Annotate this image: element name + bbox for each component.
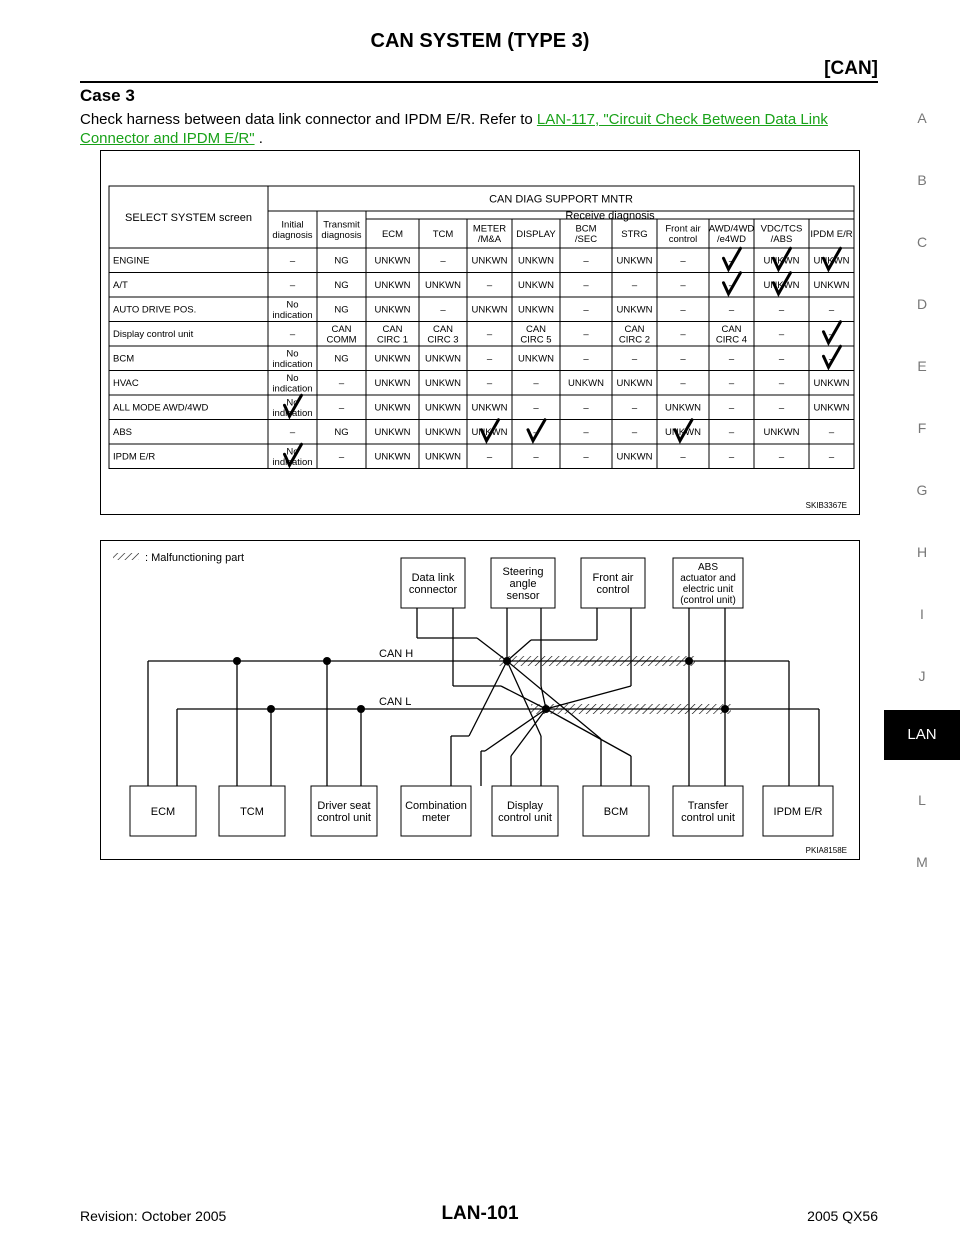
receive-col-header: BCM — [575, 223, 597, 235]
section-index-g[interactable]: G — [916, 482, 928, 498]
row-system-name: HVAC — [113, 378, 139, 390]
row-receive-cell: – — [680, 280, 686, 292]
receive-col-header: ECM — [381, 228, 404, 240]
row-receive-cell: CAN — [624, 323, 645, 335]
footer-revision: Revision: October 2005 — [80, 1208, 227, 1224]
row-initial-diag: – — [289, 427, 296, 439]
splice-dot — [542, 705, 550, 713]
row-receive-cell: UNKWN — [425, 280, 461, 292]
row-receive-cell: UNKWN — [813, 378, 850, 390]
row-receive-cell: – — [778, 329, 785, 341]
row-receive-cell: – — [680, 329, 686, 341]
row-initial-diag: No — [286, 299, 299, 311]
row-receive-cell: – — [486, 451, 493, 463]
row-transmit-diag: NG — [334, 304, 349, 316]
row-receive-cell: UNKWN — [616, 451, 653, 463]
malfunction-legend: : Malfunctioning part — [145, 551, 245, 564]
row-receive-cell: UNKWN — [518, 280, 554, 292]
receive-col-header: control — [668, 234, 698, 246]
section-tab-active[interactable]: LAN — [884, 710, 960, 760]
row-receive-cell: UNKWN — [374, 378, 411, 390]
row-receive-cell: UNKWN — [616, 255, 653, 267]
row-initial-diag: – — [289, 280, 296, 292]
row-initial-diag: – — [289, 329, 296, 341]
row-receive-cell: – — [778, 353, 785, 365]
top-unit-label: Steering — [502, 565, 544, 578]
top-unit-label: sensor — [506, 589, 540, 602]
top-unit-label: (control unit) — [680, 595, 736, 606]
row-receive-cell: – — [778, 304, 785, 316]
row-receive-cell: UNKWN — [374, 304, 411, 316]
row-receive-cell: – — [486, 329, 493, 341]
row-initial-diag: indication — [272, 456, 313, 468]
bottom-unit-label: meter — [421, 811, 451, 824]
row-transmit-diag: NG — [334, 280, 349, 292]
top-unit-label: angle — [509, 577, 537, 590]
row-system-name: ENGINE — [113, 255, 150, 267]
row-receive-cell: – — [828, 304, 835, 316]
row-receive-cell: – — [728, 304, 735, 316]
receive-col-header: IPDM E/R — [810, 228, 853, 240]
row-receive-cell: – — [728, 451, 735, 463]
can-l-label: CAN L — [379, 695, 412, 708]
section-index-m[interactable]: M — [916, 854, 928, 870]
section-index-h[interactable]: H — [916, 544, 928, 560]
row-receive-cell: UNKWN — [813, 280, 850, 292]
row-receive-cell: CIRC 3 — [427, 334, 459, 346]
row-receive-cell: – — [631, 280, 638, 292]
row-receive-cell: CIRC 1 — [376, 334, 409, 346]
intro-suffix: . — [254, 130, 263, 147]
top-unit-label: connector — [408, 583, 458, 596]
row-system-name: A/T — [113, 280, 128, 292]
can-wire — [469, 661, 507, 736]
section-index-f[interactable]: F — [917, 420, 927, 436]
row-receive-cell: – — [583, 329, 589, 341]
top-unit-label: ABS — [697, 562, 719, 573]
row-receive-cell: CIRC 5 — [520, 334, 552, 346]
receive-col-header: AWD/4WD — [708, 223, 755, 235]
can-wire — [485, 709, 546, 751]
row-receive-cell: – — [828, 427, 835, 439]
section-index-d[interactable]: D — [916, 296, 928, 312]
row-receive-cell: – — [680, 255, 686, 267]
row-receive-cell: UNKWN — [568, 378, 604, 390]
row-receive-cell: – — [583, 280, 589, 292]
row-receive-cell: – — [728, 427, 735, 439]
row-receive-cell: UNKWN — [374, 427, 411, 439]
row-initial-diag: No — [286, 348, 299, 360]
row-receive-cell: UNKWN — [425, 427, 461, 439]
bottom-unit-label: Display — [506, 799, 544, 812]
row-system-name: IPDM E/R — [113, 451, 156, 463]
malfunction-legend-swatch — [113, 553, 139, 560]
row-receive-cell: CIRC 4 — [715, 334, 748, 346]
row-system-name: BCM — [113, 353, 135, 365]
row-receive-cell: UNKWN — [518, 304, 554, 316]
receive-col-header: /e4WD — [716, 234, 747, 246]
receive-col-header: /ABS — [770, 234, 793, 246]
bottom-unit-label: IPDM E/R — [773, 805, 823, 818]
receive-col-header: /M&A — [477, 234, 502, 246]
row-receive-cell: UNKWN — [425, 353, 461, 365]
section-index-i[interactable]: I — [920, 606, 924, 622]
row-transmit-diag: CAN — [331, 323, 352, 335]
row-initial-diag: indication — [272, 383, 313, 395]
row-system-name: Display control unit — [113, 329, 194, 341]
section-index-a[interactable]: A — [917, 110, 927, 126]
row-receive-cell: – — [728, 353, 735, 365]
row-receive-cell: – — [828, 353, 835, 365]
section-index-j[interactable]: J — [918, 668, 926, 684]
row-receive-cell: UNKWN — [616, 378, 653, 390]
row-initial-diag: No — [286, 446, 299, 458]
section-index-e[interactable]: E — [917, 358, 927, 374]
intro-text: Check harness between data link connector and IPDM E/R. Refer to — [80, 111, 537, 128]
row-receive-cell: – — [533, 402, 539, 414]
splice-dot — [357, 705, 365, 713]
row-receive-cell: – — [680, 451, 686, 463]
initial-diag-header: Initial — [281, 219, 304, 231]
row-receive-cell: – — [728, 255, 735, 267]
row-receive-cell: UNKWN — [813, 255, 850, 267]
bottom-unit-label: control unit — [681, 811, 735, 824]
row-receive-cell: UNKWN — [374, 255, 411, 267]
row-receive-cell: – — [728, 280, 735, 292]
row-initial-diag: No — [286, 372, 299, 384]
row-receive-cell: – — [533, 378, 539, 390]
row-system-name: ABS — [113, 427, 133, 439]
section-index-b[interactable]: B — [917, 172, 927, 188]
intro-paragraph — [80, 110, 880, 148]
row-receive-cell: CAN — [432, 323, 454, 335]
row-receive-cell: – — [778, 402, 785, 414]
bottom-unit-label: Driver seat — [317, 799, 371, 812]
row-receive-cell: – — [680, 304, 686, 316]
initial-diag-header: diagnosis — [272, 230, 313, 242]
row-receive-cell: UNKWN — [763, 280, 800, 292]
can-diag-table — [101, 151, 859, 514]
row-transmit-diag: NG — [334, 353, 349, 365]
row-receive-cell: – — [583, 451, 589, 463]
row-receive-cell: UNKWN — [471, 427, 508, 439]
row-initial-diag: indication — [272, 309, 313, 321]
row-system-name: ALL MODE AWD/4WD — [113, 402, 209, 414]
row-initial-diag: – — [289, 255, 296, 267]
receive-diag-header: Receive diagnosis — [565, 209, 655, 222]
receive-col-header: TCM — [432, 228, 454, 240]
row-receive-cell: UNKWN — [616, 304, 653, 316]
row-receive-cell: – — [440, 304, 446, 316]
row-receive-cell: UNKWN — [518, 353, 554, 365]
row-receive-cell: – — [728, 402, 735, 414]
can-wiring-figure — [100, 540, 860, 860]
row-receive-cell: – — [486, 280, 493, 292]
row-receive-cell: – — [631, 427, 638, 439]
row-receive-cell: UNKWN — [665, 427, 701, 439]
bottom-unit-label: ECM — [150, 805, 176, 818]
row-receive-cell: UNKWN — [374, 451, 411, 463]
row-receive-cell: UNKWN — [763, 255, 800, 267]
can-wiring-diagram — [101, 541, 859, 859]
splice-dot — [267, 705, 275, 713]
receive-col-header: /SEC — [574, 234, 598, 246]
row-receive-cell: – — [486, 353, 493, 365]
row-receive-cell: CAN — [382, 323, 403, 335]
bottom-unit-label: control unit — [317, 811, 371, 824]
transmit-diag-header: diagnosis — [321, 230, 362, 242]
footer-model: 2005 QX56 — [807, 1208, 878, 1224]
row-system-name: AUTO DRIVE POS. — [113, 304, 197, 316]
select-system-header: SELECT SYSTEM screen — [125, 211, 252, 224]
splice-dot — [233, 657, 241, 665]
row-receive-cell: – — [583, 353, 589, 365]
bottom-unit-label: Combination — [405, 799, 467, 812]
row-receive-cell: – — [631, 402, 638, 414]
can-wire — [477, 638, 507, 661]
row-receive-cell: – — [828, 329, 835, 341]
row-receive-cell: – — [533, 451, 539, 463]
row-initial-diag: No — [286, 397, 299, 409]
row-initial-diag: indication — [272, 358, 313, 370]
section-index-l[interactable]: L — [918, 792, 926, 808]
section-index-c[interactable]: C — [916, 234, 928, 250]
row-receive-cell: UNKWN — [374, 402, 411, 414]
row-receive-cell: – — [778, 378, 785, 390]
row-transmit-diag: – — [338, 451, 345, 463]
row-receive-cell: – — [533, 427, 539, 439]
can-diag-figure — [100, 150, 860, 515]
row-receive-cell: UNKWN — [425, 378, 461, 390]
receive-col-header: Front air — [665, 223, 701, 235]
row-receive-cell: – — [583, 255, 589, 267]
page-number: LAN-101 — [441, 1203, 519, 1224]
row-receive-cell: UNKWN — [471, 402, 508, 414]
row-receive-cell: – — [440, 255, 446, 267]
can-wire — [507, 661, 601, 739]
bottom-unit-label: BCM — [603, 805, 629, 818]
page-title: CAN SYSTEM (TYPE 3) — [370, 30, 590, 52]
receive-col-header: VDC/TCS — [760, 223, 803, 235]
row-receive-cell: – — [583, 304, 589, 316]
top-unit-label: electric unit — [682, 584, 734, 595]
can-h-label: CAN H — [379, 647, 414, 660]
receive-col-header: METER — [472, 223, 507, 235]
row-receive-cell: – — [631, 353, 638, 365]
row-receive-cell: UNKWN — [471, 255, 508, 267]
reference-link[interactable]: LAN-117, "Circuit Check Between Data Link Connector and IPDM E/R" — [80, 111, 828, 147]
row-transmit-diag: COMM — [326, 334, 357, 346]
figure-id: SKIB3367E — [805, 501, 847, 510]
row-transmit-diag: NG — [334, 255, 349, 267]
row-receive-cell: UNKWN — [813, 402, 850, 414]
row-receive-cell: CIRC 2 — [618, 334, 651, 346]
row-receive-cell: UNKWN — [425, 402, 461, 414]
splice-dot — [503, 657, 511, 665]
row-transmit-diag: – — [338, 378, 345, 390]
can-wire — [546, 709, 631, 756]
row-receive-cell: – — [583, 402, 589, 414]
row-receive-cell: – — [728, 378, 735, 390]
splice-dot — [685, 657, 693, 665]
row-receive-cell: – — [486, 378, 493, 390]
header-divider — [80, 81, 878, 83]
figure-id: PKIA8158E — [805, 846, 847, 855]
row-receive-cell: UNKWN — [518, 255, 554, 267]
row-receive-cell: UNKWN — [763, 427, 800, 439]
row-receive-cell: UNKWN — [425, 451, 461, 463]
row-receive-cell: – — [828, 451, 835, 463]
transmit-diag-header: Transmit — [323, 219, 360, 231]
row-receive-cell: UNKWN — [665, 402, 701, 414]
bottom-unit-label: TCM — [240, 805, 264, 818]
row-receive-cell: CAN — [525, 323, 547, 335]
bottom-unit-label: control unit — [498, 811, 552, 824]
row-transmit-diag: NG — [334, 427, 349, 439]
row-initial-diag: indication — [272, 407, 313, 419]
row-receive-cell: UNKWN — [374, 280, 411, 292]
top-unit-label: control — [596, 583, 630, 596]
receive-col-header: DISPLAY — [516, 228, 556, 240]
row-receive-cell: – — [778, 451, 785, 463]
row-receive-cell: UNKWN — [374, 353, 411, 365]
splice-dot — [721, 705, 729, 713]
splice-dot — [323, 657, 331, 665]
top-unit-label: Data link — [411, 571, 455, 584]
row-transmit-diag: – — [338, 402, 345, 414]
case-title: Case 3 — [80, 86, 135, 105]
top-unit-label: Front air — [592, 571, 634, 584]
row-receive-cell: – — [680, 353, 686, 365]
row-receive-cell: – — [680, 378, 686, 390]
section-tag: [CAN] — [824, 58, 878, 79]
row-receive-cell: – — [583, 427, 589, 439]
top-unit-label: actuator and — [680, 573, 736, 584]
bottom-unit-label: Transfer — [687, 799, 729, 812]
receive-col-header: STRG — [621, 228, 648, 240]
row-receive-cell: UNKWN — [471, 304, 508, 316]
row-receive-cell: CAN — [721, 323, 742, 335]
can-diag-header: CAN DIAG SUPPORT MNTR — [489, 193, 633, 206]
